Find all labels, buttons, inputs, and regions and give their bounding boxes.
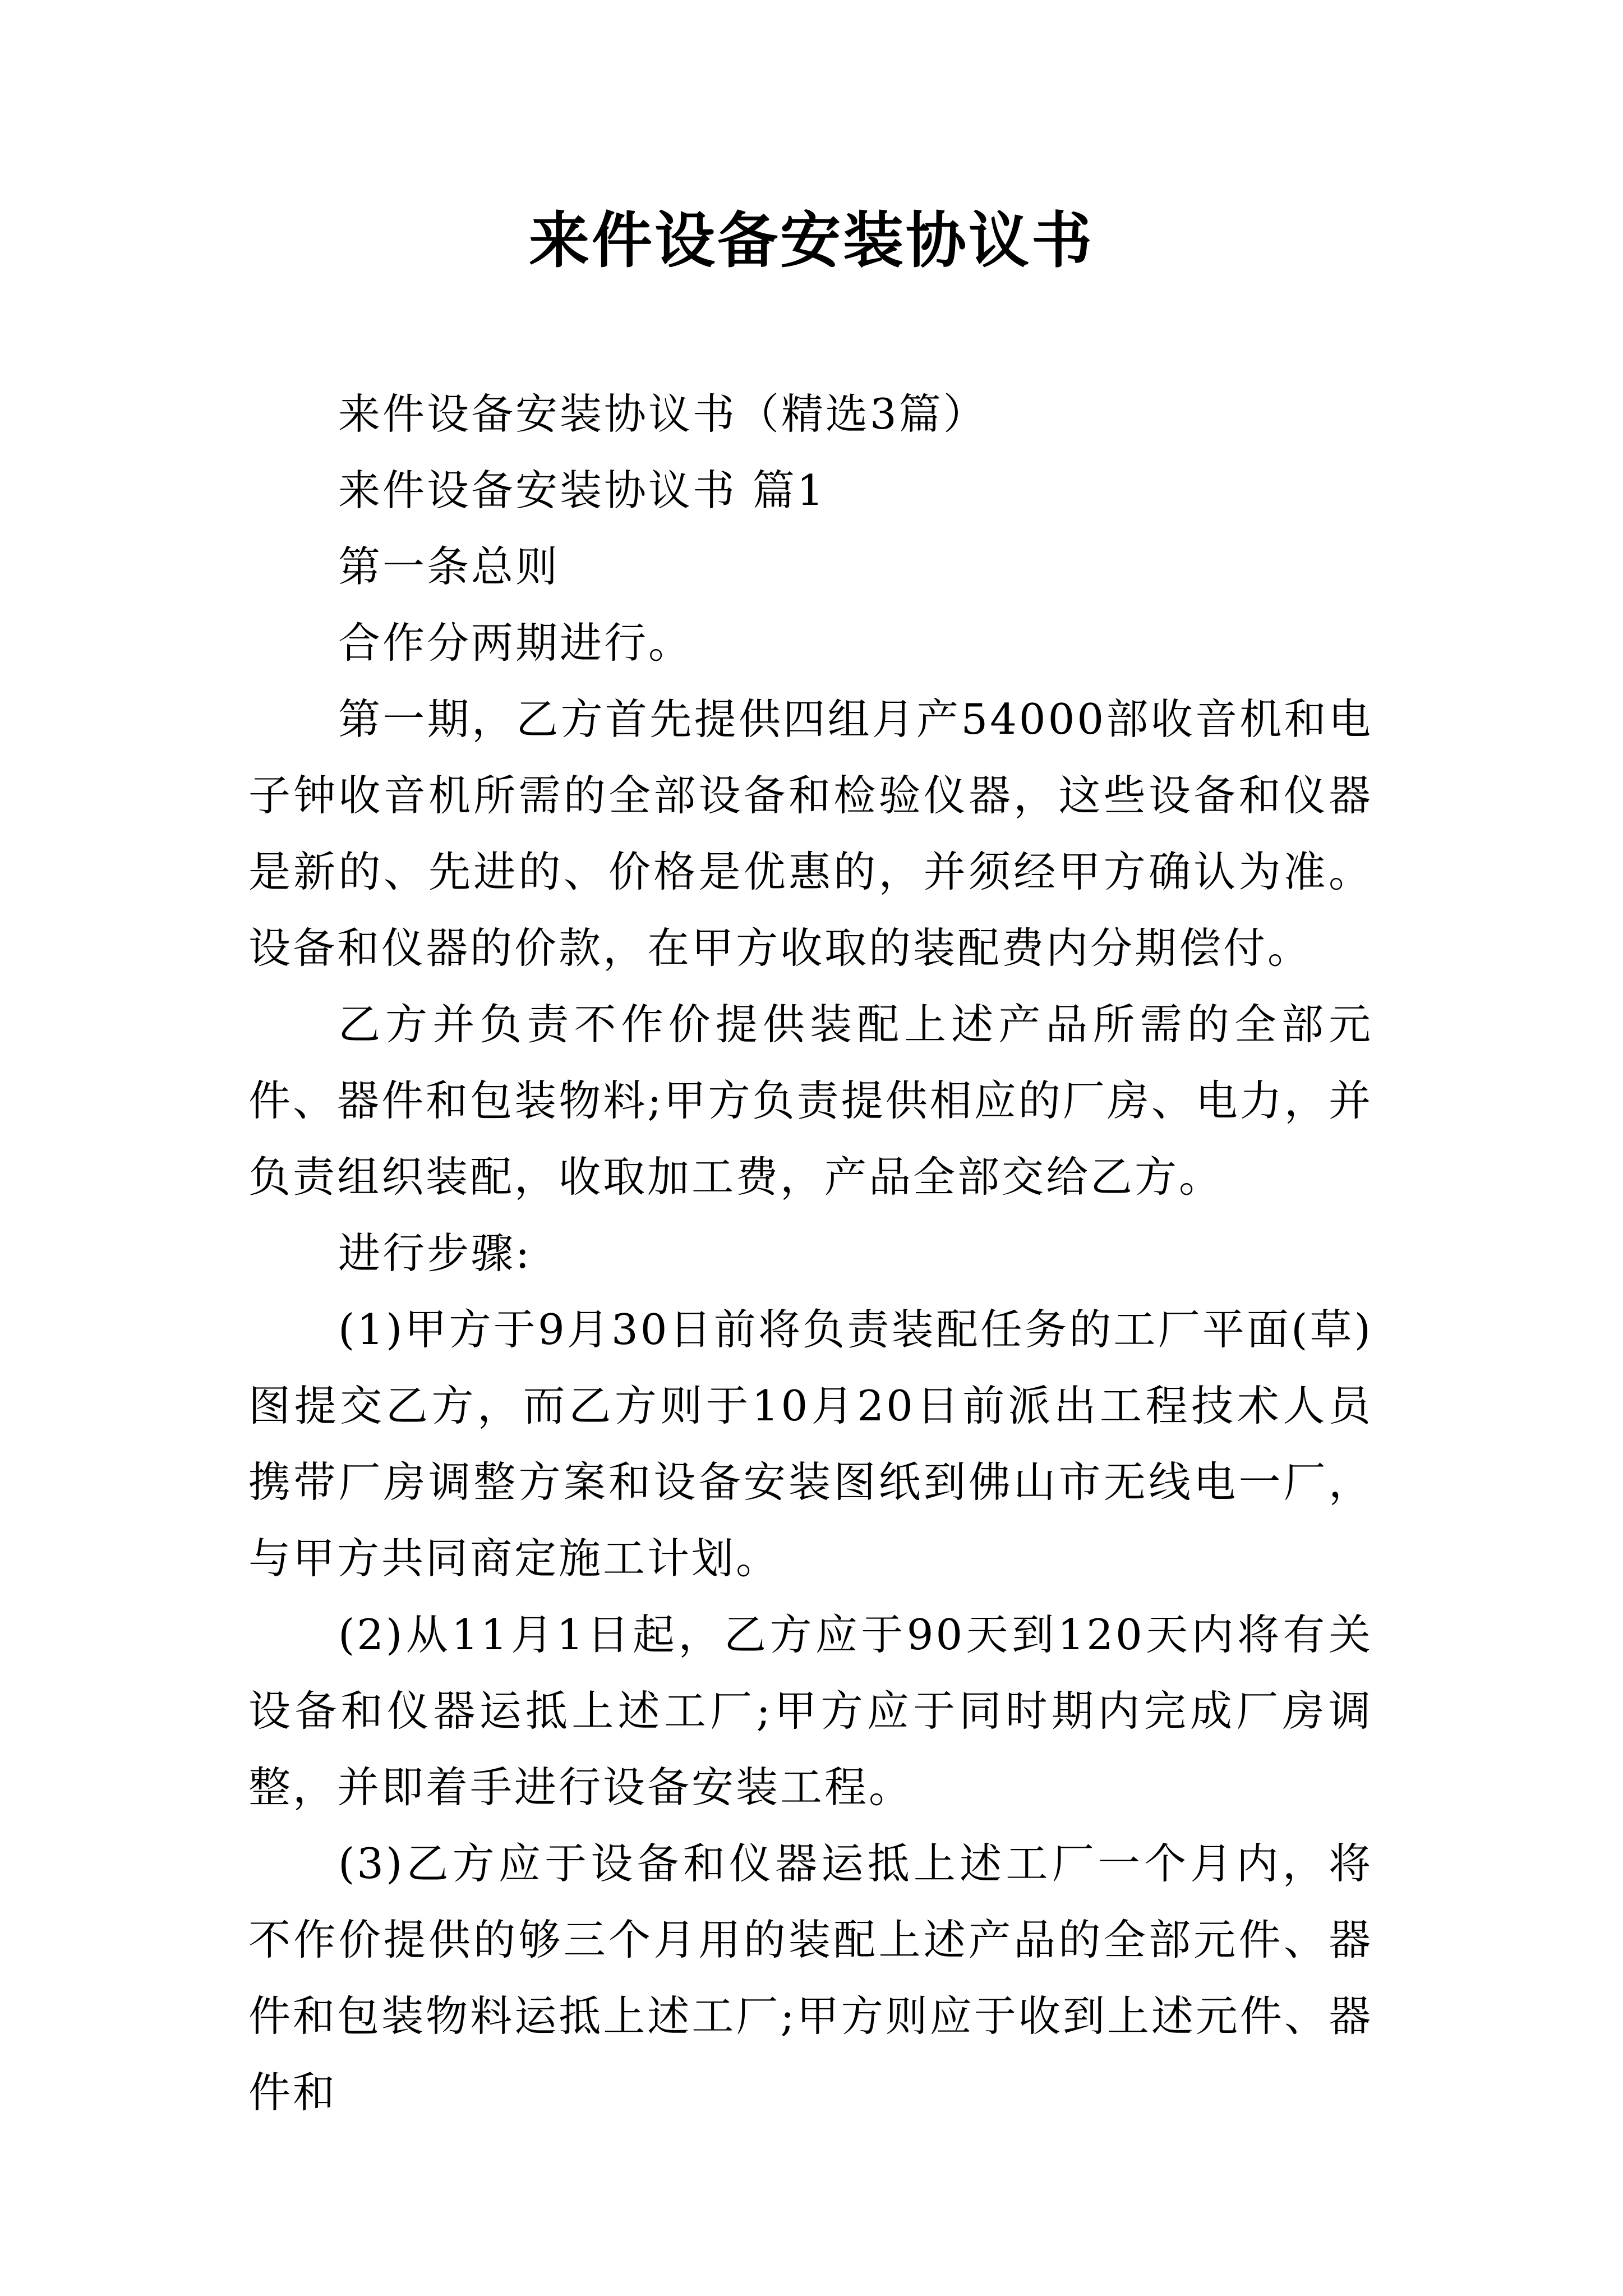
paragraph: 合作分两期进行。 [338, 618, 693, 668]
paragraph: 乙方并负责不作价提供装配上述产品所需的全部元件、器件和包装物料;甲方负责提供相应的厂房、电力，并负责组织装配，收取加工费，产品全部交给乙方。 [248, 1000, 1373, 1202]
paragraph-section-heading: 来件设备安装协议书 篇1 [338, 466, 826, 515]
paragraph-article-heading: 第一条总则 [338, 542, 560, 591]
paragraph-subtitle: 来件设备安装协议书（精选3篇） [338, 389, 988, 439]
paragraph: (2)从11月1日起，乙方应于90天到120天内将有关设备和仪器运抵上述工厂;甲方应于同时期内完成厂房调整，并即着手进行设备安装工程。 [248, 1610, 1373, 1812]
paragraph: 第一期，乙方首先提供四组月产54000部收音机和电子钟收音机所需的全部设备和检验仪器，这些设备和仪器是新的、先进的、价格是优惠的，并须经甲方确认为准。设备和仪器的价款，在甲方收取的装配费内分期偿付。 [248, 694, 1373, 973]
document-title: 来件设备安装协议书 [528, 206, 1094, 276]
paragraph: 进行步骤: [338, 1228, 532, 1278]
paragraph: (1)甲方于9月30日前将负责装配任务的工厂平面(草)图提交乙方，而乙方则于10月20日前派出工程技术人员携带厂房调整方案和设备安装图纸到佛山市无线电一厂，与甲方共同商定施工计划。 [248, 1305, 1373, 1583]
paragraph: (3)乙方应于设备和仪器运抵上述工厂一个月内，将不作价提供的够三个月用的装配上述产品的全部元件、器件和包装物料运抵上述工厂;甲方则应于收到上述元件、器件和 [248, 1839, 1373, 2117]
document-body [248, 376, 1373, 2131]
